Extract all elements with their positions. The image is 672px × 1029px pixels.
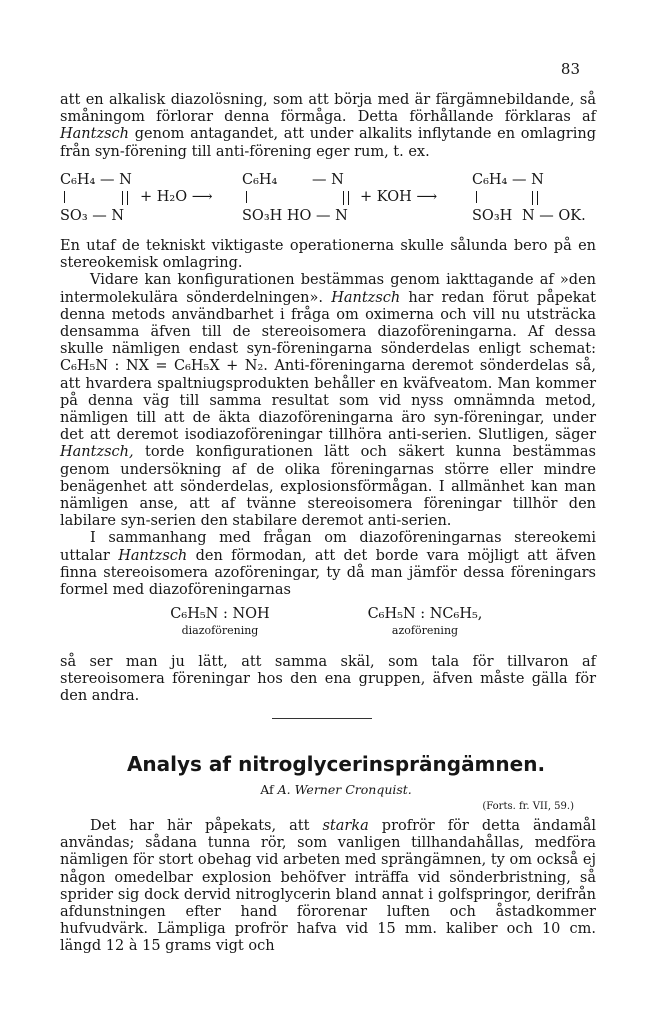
article-body-text-a: Det har här påpekats, att	[90, 818, 323, 834]
paragraph-conclusion	[60, 654, 596, 706]
formula-diazo-text: C₆H₅N : NOH	[170, 606, 270, 622]
formula-diazo-label: diazoförening	[181, 624, 259, 637]
intermediate-top-a: C₆H₄	[242, 172, 278, 188]
article-title: Analys af nitroglycerinsprängämnen.	[126, 752, 546, 776]
byline-author: A. Werner Cronquist.	[277, 782, 412, 797]
formula-azo	[345, 606, 505, 637]
plus-koh-arrow: + KOH ⟶	[360, 189, 438, 205]
para3-text-b: har redan förut påpekat denna metods användbarhet i fråga om oximerna och vill nu utsträcka densamma äfven till de stereoisomera diazoföreningarna. Af dessa skulle nämligen endast syn-föreningarna sönderdelas enligt schemat: C₆H₅N : NX = C₆H₅X + N₂. Anti-föreningarna deremot sönderdelas så, att hvardera spaltniugsprodukten behåller en kväfveatom. Man kommer på denna väg till samma resultat som vid nyss omnämnda metod, nämligen till att de äkta diazoföreningarna äro syn-föreningar, under det att deremot isodiazoföreningar tillhöra anti-serien. Slutligen, säger	[60, 289, 596, 444]
para3-text-c: torde konfigurationen lätt och säkert kunna bestämmas genom undersökning af de olika föreningarnas större eller mindre benägenhet att sönderdelas, explosionsförmågan. I allmänhet kan man nämligen anse, att af tvänne stereoisomera föreningar tillhör den labilare syn-serien den stabilare deremot anti-serien.	[60, 444, 596, 530]
para1-text-a: att en alkalisk diazolösning, som att börja med är färgämnebildande, så småningom förlorar denna förmåga. Detta förhållande förklaras af	[60, 92, 596, 126]
paragraph-stereochemistry: En utaf de tekniskt viktigaste operationerna skulle sålunda bero på en stereokemisk omlagring.	[60, 238, 596, 272]
intermediate-left-bond	[246, 191, 247, 203]
author-hantzsch: Hantzsch,	[60, 444, 134, 461]
intermediate-bottom: SO₃H HO — N	[242, 208, 348, 224]
author-hantzsch: Hantzsch	[331, 289, 401, 306]
paragraph-azo-compounds	[60, 530, 596, 599]
formula-diazo	[140, 606, 300, 637]
product-bottom-a: SO₃H	[472, 208, 513, 224]
reaction-scheme	[60, 172, 620, 240]
body-text-main	[60, 238, 596, 599]
product-left-bond	[476, 191, 477, 203]
reactant1-left-bond	[64, 191, 65, 203]
byline-prefix: Af	[260, 782, 278, 797]
paragraph-configuration	[60, 272, 596, 530]
intermediate-double-bond	[343, 191, 349, 205]
emphasis-starka: starka	[322, 818, 369, 834]
author-hantzsch: Hantzsch	[118, 547, 188, 564]
formula-azo-label: azoförening	[391, 624, 459, 637]
formula-azo-text: C₆H₅N : NC₆H₅,	[367, 606, 483, 622]
author-hantzsch: Hantzsch	[60, 126, 129, 143]
plus-water-arrow: + H₂O ⟶	[140, 189, 213, 205]
section-divider	[272, 718, 372, 719]
reactant1-top: C₆H₄ — N	[60, 172, 132, 188]
intermediate-top-b: — N	[312, 172, 344, 188]
para3-text-a: Vidare kan konfigurationen bestämmas genom iakttagande af »den intermolekulära sönderdelningen».	[60, 272, 596, 306]
reactant1-double-bond	[122, 191, 128, 205]
paragraph-intro	[60, 92, 596, 161]
article-byline	[0, 782, 672, 797]
paragraph-conclusion-text: så ser man ju lätt, att samma skäl, som tala för tillvaron af stereoisomera föreningar hos den ena gruppen, äfven måste gälla för den andra.	[60, 654, 596, 705]
continuation-note: (Forts. fr. VII, 59.)	[482, 801, 574, 812]
para4-text-b: den förmodan, att det borde vara möjligt att äfven finna stereoisomera azoföreningar, ty då man jämför dessa föreningars formel med diazoföreningarnas	[60, 547, 596, 599]
article-body-text-b: profrör för detta ändamål användas; sådana tunna rör, som vanligen tillhandahållas, medföra nämligen för stort obehag vid arbeten med sprängämnen, ty om också ej någon omedelbar explosion behöfver inträffa vid sönderbristning, så sprider sig dock dervid nitroglycerin bland annat i golfspringor, derifrån afdunstningen efter hand förorenar luften och åstadkommer hufvudvärk. Lämpliga profrör hafva vid 15 mm. kaliber och 10 cm. längd 12 à 15 grams vigt och	[60, 818, 596, 955]
article-body	[60, 818, 596, 956]
reactant1-bottom: SO₃ — N	[60, 208, 125, 224]
product-top: C₆H₄ — N	[472, 172, 544, 188]
page-number: 83	[560, 60, 580, 78]
product-double-bond	[532, 191, 538, 205]
para1-text-b: genom antagandet, att under alkalits inflytande en omlagring från syn-förening till anti-förening eger rum, t. ex.	[60, 126, 596, 160]
product-bottom-b: N — OK.	[522, 208, 586, 224]
para4-text-a: I sammanhang med frågan om diazoföreningarnas stereokemi uttalar	[60, 530, 596, 564]
